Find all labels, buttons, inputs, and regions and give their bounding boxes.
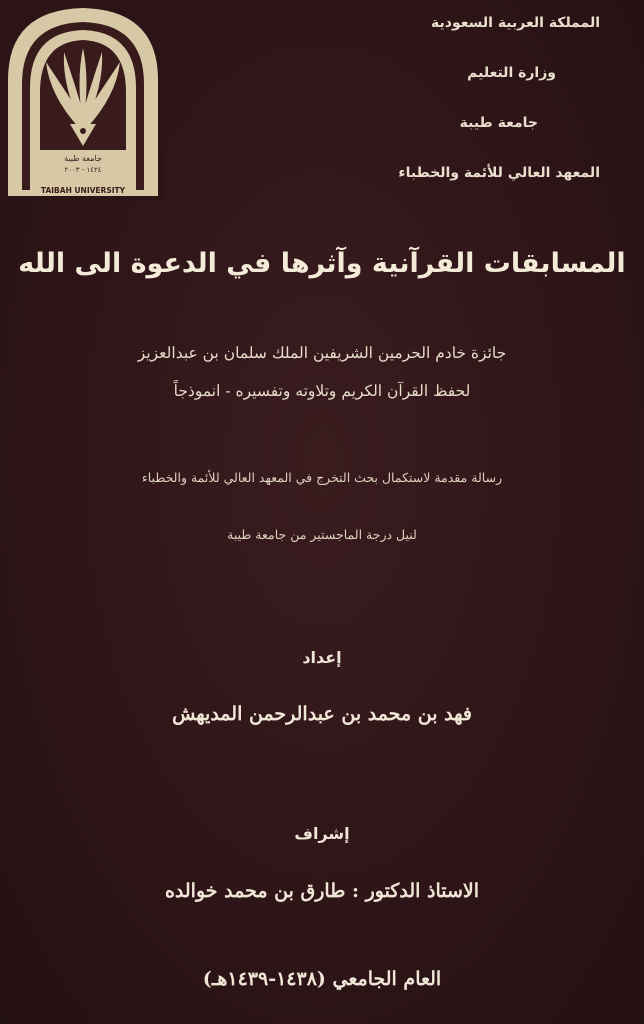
subtitle-line-1: جائزة خادم الحرمين الشريفين الملك سلمان بن عبدالعزيز xyxy=(137,344,507,362)
supervisor-name: الاستاذ الدكتور : طارق بن محمد خوالده xyxy=(164,880,480,902)
institute-name: المعهد العالي للأئمة والخطباء xyxy=(398,165,600,181)
thesis-statement-line-2: لنيل درجة الماجستير من جامعة طيبة xyxy=(227,527,417,542)
taibah-university-logo xyxy=(0,0,166,200)
academic-year: العام الجامعي (١٤٣٨-١٤٣٩هـ) xyxy=(202,968,442,990)
thesis-title: المسابقات القرآنية وآثرها في الدعوة الى الله xyxy=(18,248,626,279)
country-name: المملكة العربية السعودية xyxy=(431,15,600,31)
institution-header xyxy=(340,8,600,208)
university-name: جامعة طيبة xyxy=(459,115,538,131)
author-name: فهد بن محمد بن عبدالرحمن المديهش xyxy=(172,703,472,725)
supervision-label: إشراف xyxy=(294,824,350,843)
ministry-name: وزارة التعليم xyxy=(467,65,556,81)
subtitle-line-2: لحفظ القرآن الكريم وتلاوته وتفسيره - انموذجاً xyxy=(173,382,471,400)
logo-arabic-text: جامعة طيبة xyxy=(64,154,102,163)
prepared-by-label: إعداد xyxy=(302,648,342,667)
thesis-statement-line-1: رسالة مقدمة لاستكمال بحث التخرج في المعهد العالي للأئمة والخطباء xyxy=(141,470,503,485)
logo-english-text: TAIBAH UNIVERSITY xyxy=(40,186,126,195)
logo-years: ١٤٢٤ - ٢٠٠٣ xyxy=(64,166,102,174)
